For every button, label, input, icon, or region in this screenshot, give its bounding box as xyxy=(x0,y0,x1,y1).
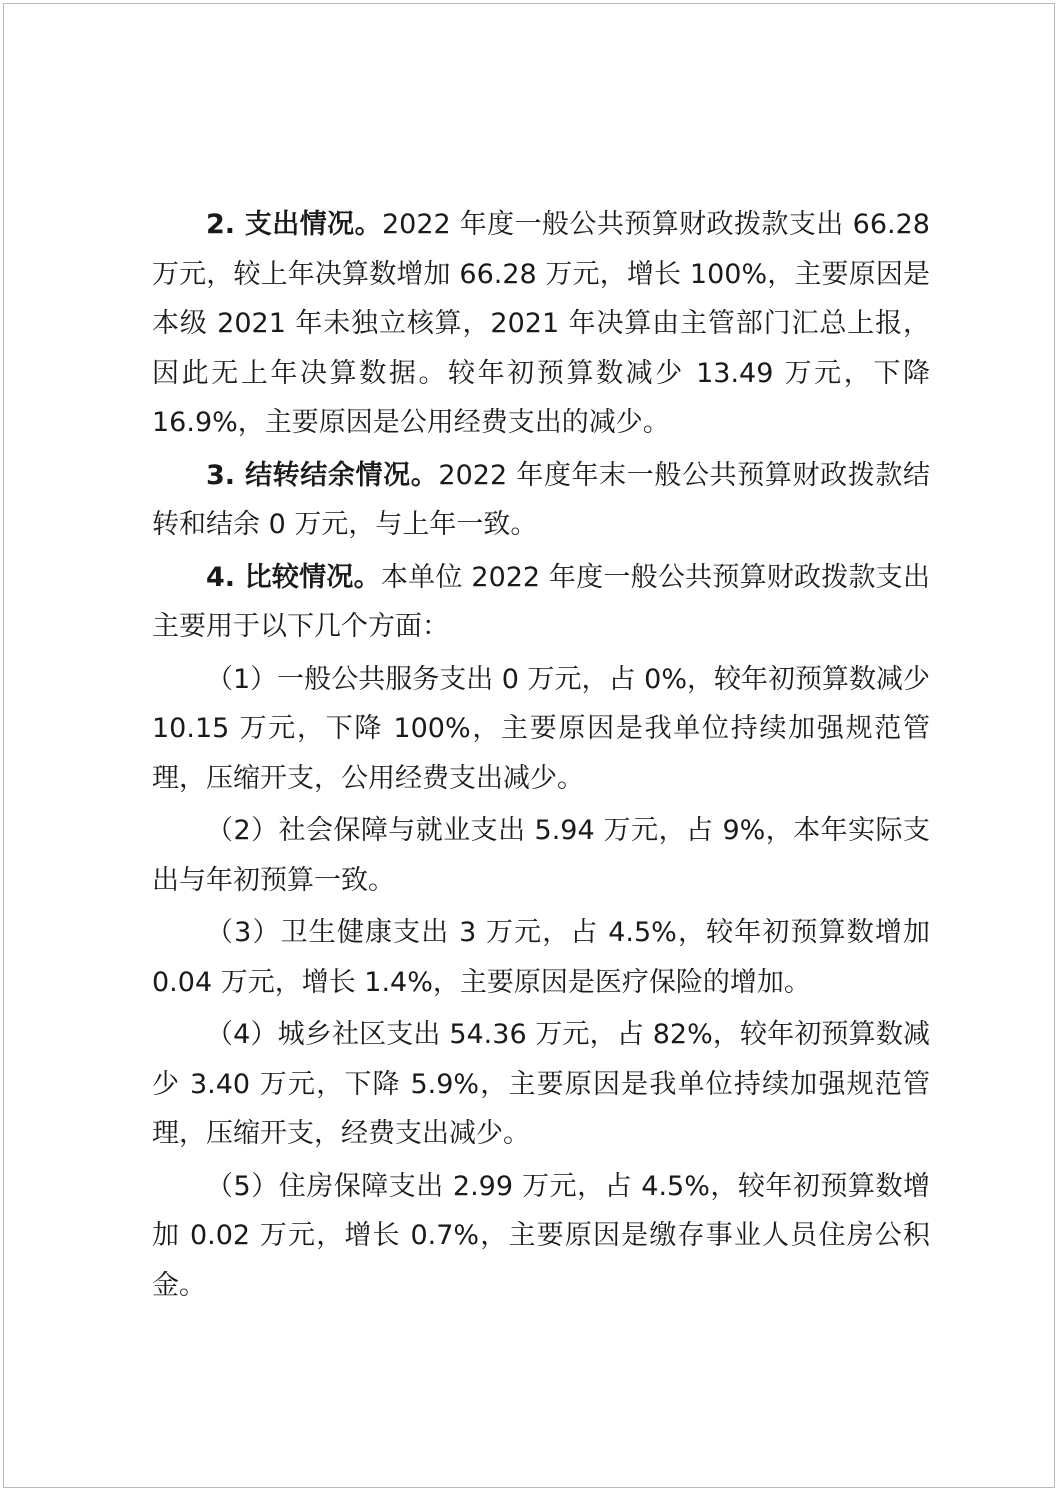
list-item-social-security: （2）社会保障与就业支出 5.94 万元，占 9%，本年实际支出与年初预算一致。 xyxy=(152,815,930,896)
paragraph-text: 2022 年度年末一般公共预算财政拨款结转和结余 0 万元，与上年一致。 xyxy=(152,459,930,540)
document-page xyxy=(3,3,1055,1488)
section-heading-expenditure: 2. 支出情况。 xyxy=(206,209,382,240)
paragraph-text: 本单位 2022 年度一般公共预算财政拨款支出主要用于以下几个方面： xyxy=(152,561,930,642)
paragraph-expenditure xyxy=(152,200,930,448)
section-heading-comparison: 4. 比较情况。 xyxy=(206,561,381,593)
section-heading-carryover: 3. 结转结余情况。 xyxy=(206,459,439,491)
paragraph-comparison xyxy=(152,553,930,652)
list-item-housing-security: （5）住房保障支出 2.99 万元，占 4.5%，较年初预算数增加 0.02 万元，增长 0.7%，主要原因是缴存事业人员住房公积金。 xyxy=(152,1170,930,1301)
paragraph-carryover xyxy=(152,451,930,550)
list-item-urban-rural-community: （4）城乡社区支出 54.36 万元，占 82%，较年初预算数减少 3.40 万元，下降 5.9%，主要原因是我单位持续加强规范管理，压缩开支，经费支出减少。 xyxy=(152,1019,930,1149)
list-item-health: （3）卫生健康支出 3 万元，占 4.5%，较年初预算数增加 0.04 万元，增长 1.4%，主要原因是医疗保险的增加。 xyxy=(152,917,930,998)
document-body xyxy=(152,200,930,1313)
list-item-general-public-services: （1）一般公共服务支出 0 万元，占 0%，较年初预算数减少 10.15 万元，下降 100%，主要原因是我单位持续加强规范管理，压缩开支，公用经费支出减少。 xyxy=(152,663,930,794)
paragraph-text: 2022 年度一般公共预算财政拨款支出 66.28 万元，较上年决算数增加 66.28 万元，增长 100%，主要原因是本级 2021 年未独立核算，2021 年决算由主管部门汇总上报，因此无上年决算数据。较年初预算数减少 13.49 万元，下降 16.9%，主要原因是公用经费支出的减少。 xyxy=(152,209,930,438)
